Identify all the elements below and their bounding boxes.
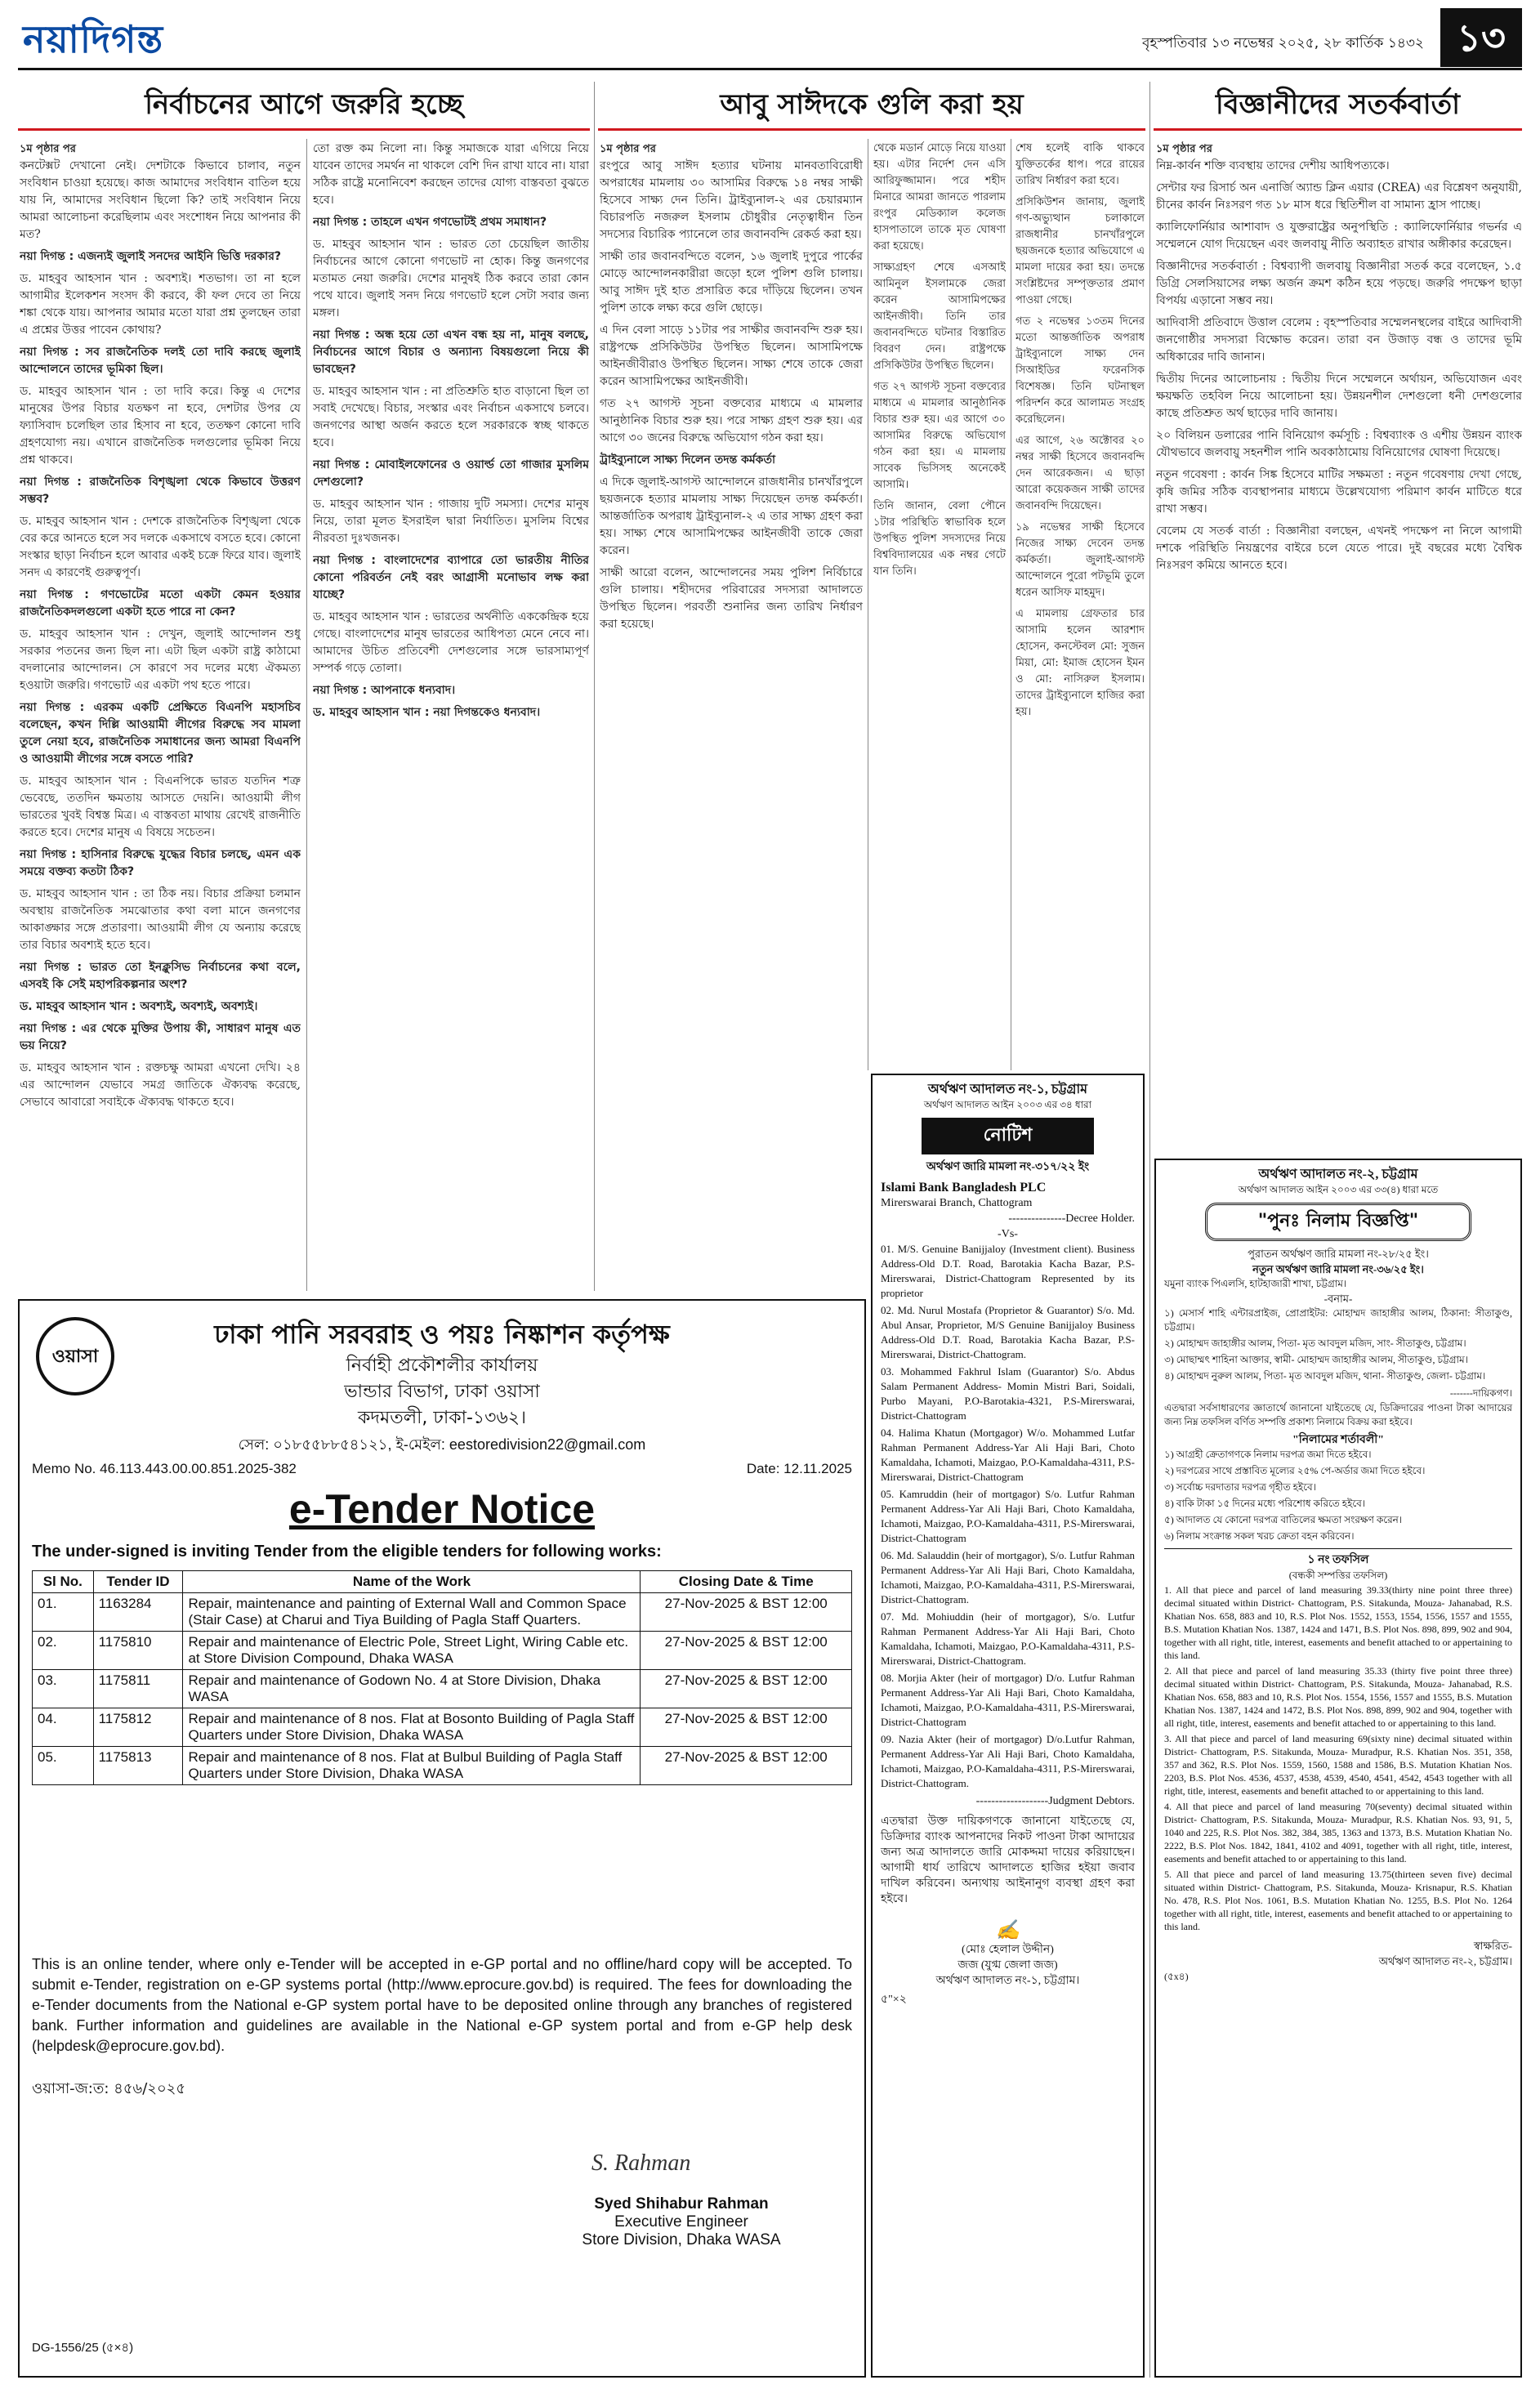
paragraph: তো রক্ত কম নিলো না। কিন্তু সমাজকে যারা এগিয়ে নিয়ে যাবেন তাদের সমর্থন না থাকলে বেশি দিন রাখা যাবে না। যারা সঠিক রাষ্ট্রে মনোনিবেশ করছেন তাদের যোগ্য বাস্তবতা বুঝতে হবে। bbox=[313, 142, 589, 207]
table-cell: 1175811 bbox=[93, 1670, 183, 1708]
paragraph: ড. মাহবুব আহসান খান : নয়া দিগন্তকেও ধন্যবাদ। bbox=[313, 706, 541, 719]
table-row bbox=[33, 1670, 852, 1708]
masthead bbox=[18, 8, 1522, 70]
judgment-debtors: -------------------Judgment Debtors. bbox=[975, 1795, 1135, 1807]
continued-label: ১ম পৃষ্ঠার পর bbox=[1156, 143, 1212, 155]
debtor-label: -বনাম- bbox=[1324, 1293, 1353, 1305]
interview-col1b bbox=[313, 141, 589, 1288]
table-header: Tender ID bbox=[93, 1571, 183, 1593]
signer-title: Executive Engineer bbox=[614, 2213, 748, 2231]
paragraph: নিম্ন-কার্বন শক্তি ব্যবস্থায় তাদের দেশীয় আধিপত্যকে। bbox=[1156, 159, 1390, 172]
table-cell: Repair and maintenance of Electric Pole, Street Light, Wiring Cable etc. at Store Division Compound, Dhaka WASA bbox=[183, 1632, 641, 1670]
article-col2c bbox=[1016, 141, 1145, 1068]
tender-footer-text: This is an online tender, where only e-Tender will be accepted in e-GP portal and no offline/hard copy will be accepted. To submit e-Tender, registration on e-GP systems portal (http://www.eprocure.gov.bd) is required. The fees for downloading the e-Tender documents from the National e-GP system portal have to be deposited online through any branches of registered bank. Further information and guidelines are available in the National e-GP system portal and from e-GP help desk (helpdesk@eprocure.gov.bd). bbox=[32, 1956, 852, 2054]
list-item: 02. Md. Nurul Mostafa (Proprietor & Guarantor) S/o. Md. Abul Ansar, Proprietor, M/S Genuine Banijjaloy Business Address-Old D.T. Road, Barotakia Kacha Bazar, P.S-Mirerswarai, District-Chattogram. bbox=[881, 1304, 1135, 1360]
paragraph: নয়া দিগন্ত : মোবাইলফোনের ও ওয়ার্ল্ড তো গাজার মুসলিম দেশগুলো? bbox=[313, 458, 589, 489]
paragraph: বেলেম যে সতর্ক বার্তা : বিজ্ঞানীরা বলছেন, এখনই পদক্ষেপ না নিলে আগামী দশকে পরিস্থিতি নিয়ন্ত্রণের বাইরে চলে যেতে পারে। দুই বছরের মধ্যে বৈশ্বিক নিঃসরণ কমিয়ে আনতে হবে। bbox=[1156, 525, 1522, 572]
wasa-contact: সেল: ০১৮৫৫৮৮৫৪১২১, ই-মেইল: eestoredivision22@gmail.com bbox=[238, 1436, 646, 1453]
debtor-list bbox=[881, 1242, 1135, 1791]
paragraph: এ মামলায় গ্রেফতার চার আসামি হলেন আরশাদ হোসেন, কনস্টেবল মো: সুজন মিয়া, মো: ইমাজ হোসেন ইমন ও মো: নাসিরুল ইসলাম। তাদের ট্রাইব্যুনালে হাজির করা হয়। bbox=[1016, 608, 1145, 718]
list-item: ১) মেসার্স শাহি এন্টারপ্রাইজ, প্রোপ্রাইটর: মোহাম্মদ জাহাঙ্গীর আলম, ঠিকানা: সীতাকুণ্ড, চট্টগ্রাম। bbox=[1164, 1307, 1512, 1333]
tender-table bbox=[32, 1570, 852, 1785]
paragraph: তিনি জানান, বেলা পৌনে ১টার পরিস্থিতি স্বাভাবিক হলে উপস্থিত পুলিশ সদস্যদের নিয়ে বিশ্ববিদ্যালয়ের এক নম্বর গেটে যান তিনি। bbox=[873, 500, 1006, 578]
paragraph: ড. মাহবুব আহসান খান : দেশকে রাজনৈতিক বিশৃঙ্খলা থেকে বের করে আনতে হলে সব দলকে একসাথে বসতে হবে। কোনো সংস্কার ছাড়া নির্বাচন হলে আবার একই চক্রে ফিরে যাব। জুলাই সনদ এ কারণেই গুরুত্বপূর্ণ। bbox=[20, 515, 301, 579]
officer-title: জজ (যুগ্ম জেলা জজ) bbox=[957, 1959, 1058, 1972]
table-cell: 27-Nov-2025 & BST 12:00 bbox=[641, 1747, 852, 1785]
bank-branch: Mirerswarai Branch, Chattogram bbox=[881, 1197, 1033, 1209]
memo-date: Date: 12.11.2025 bbox=[746, 1461, 852, 1476]
paragraph: ড. মাহবুব আহসান খান : গাজায় দুটি সমস্যা। দেশের মানুষ নিয়ে, তারা মূলত ইসরাইল দ্বারা নির্যাতিত। মুসলিম বিশ্বের নীরবতা দুঃখজনক। bbox=[313, 498, 589, 545]
interview-col1 bbox=[20, 141, 301, 1288]
divider bbox=[594, 82, 595, 1291]
list-item: ৫) আদালত যে কোনো দরপত্র বাতিলের ক্ষমতা সংরক্ষণ করেন। bbox=[1164, 1514, 1403, 1525]
officer-name: (মোঃ হেলাল উদ্দীন) bbox=[962, 1944, 1054, 1956]
table-cell: 05. bbox=[33, 1747, 94, 1785]
paragraph: ড. মাহবুব আহসান খান : তা ঠিক নয়। বিচার প্রক্রিয়া চলমান অবস্থায় রাজনৈতিক সমঝোতার কথা বলা মানে জনগণের আকাঙ্ক্ষার সঙ্গে প্রতারণা। আওয়ামী লীগ যে অন্যায় করেছে তার বিচার অবশ্যই হতে হবে। bbox=[20, 887, 301, 952]
auction-debtor-list bbox=[1164, 1306, 1512, 1383]
paragraph: ড. মাহবুব আহসান খান : বিএনপিকে ভারত যতদিন শত্রু ভেবেছে, ততদিন ক্ষমতায় আসতে দেয়নি। আওয়ামী লীগ ভারতের খুবই বিশ্বস্ত মিত্র। এ বাস্তবতা মাথায় রেখেই রাজনীতি করতে হবে। দেশের মানুষ এ বিষয়ে সচেতন। bbox=[20, 775, 301, 839]
paragraph: শেষ হলেই বাকি থাকবে যুক্তিতর্কের ধাপ। পরে রায়ের তারিখ নির্ধারণ করা হবে। bbox=[1016, 142, 1145, 187]
list-item: ১) আগ্রহী ক্রেতাগণকে নিলাম দরপত্র জমা দিতে হইবে। bbox=[1164, 1449, 1372, 1460]
table-cell: Repair and maintenance of 8 nos. Flat at Bulbul Building of Pagla Staff Quarters under Store Division, Dhaka WASA bbox=[183, 1747, 641, 1785]
headline-col3: বিজ্ঞানীদের সতর্কবার্তা bbox=[1154, 83, 1522, 131]
auction-sign-label: স্বাক্ষরিত- bbox=[1473, 1940, 1512, 1952]
table-cell: 27-Nov-2025 & BST 12:00 bbox=[641, 1632, 852, 1670]
paragraph: ড. মাহবুব আহসান খান : রক্তচক্ষু আমরা এখনো দেখি। ২৪ এর আন্দোলন যেভাবে সমগ্র জাতিকে ঐক্যবদ্ধ করেছে, সেভাবে আবারো সবাইকে ঐক্যবদ্ধ থাকতে হবে। bbox=[20, 1061, 301, 1109]
notice-body: এতদ্বারা উক্ত দায়িকগণকে জানানো যাইতেছে যে, ডিক্রিদার ব্যাংক আপনাদের নিকট পাওনা টাকা আদায়ের জন্য অত্র আদালতে জারি মোকদ্দমা দায়ের করিয়াছেন। আগামী ধার্য তারিখে আদালতে হাজির হইয়া জবাব দাখিল করিবেন। অন্যথায় আইনানুগ ব্যবস্থা গ্রহণ করা হইবে। bbox=[881, 1815, 1135, 1905]
table-cell: Repair and maintenance of Godown No. 4 at Store Division, Dhaka WASA bbox=[183, 1670, 641, 1708]
decree-holder-bank: যমুনা ব্যাংক পিএলসি, হাটহাজারী শাখা, চট্টগ্রাম। bbox=[1164, 1278, 1347, 1289]
list-item: 07. Md. Mohiuddin (heir of mortgagor), S/o. Lutfur Rahman Permanent Address-Yar Ali Haji Bari, Choto Kamaldaha, Ichamoti, Maizgao, P.O-Kamaldaha-4311, P.S-Mirerswarai, District-Chattogram. bbox=[881, 1610, 1135, 1667]
paragraph: ড. মাহবুব আহসান খান : অবশ্যই, অবশ্যই, অবশ্যই। bbox=[20, 1000, 258, 1013]
paragraph: ড. মাহবুব আহসান খান : তা দাবি করে। কিন্তু এ দেশের মানুষের উপর বিচার যতক্ষণ না হবে, দেশটার উপর যে ফ্যাসিবাদ চলেছিল তার হিসাব না হবে, ততক্ষণ কোনো দাবি গ্রহণযোগ্য নয়। এখানে রাজনৈতিক দলগুলোর ভূমিকা নিয়ে প্রশ্ন থাকবে। bbox=[20, 385, 301, 467]
auction-act: অর্থঋণ আদালত আইন ২০০৩ এর ৩৩(৪) ধারা মতে bbox=[1238, 1184, 1439, 1195]
signer-name: Syed Shihabur Rahman bbox=[594, 2195, 769, 2213]
paragraph: ড. মাহবুব আহসান খান : না প্রতিশ্রুতি হাত বাড়ানো ছিল তা সবাই দেখেছে। বিচার, সংস্কার এবং নির্বাচন একসাথে চলবে। জনগণের আস্থা অর্জন করতে হলে সরকারকে স্বচ্ছ থাকতে হবে। bbox=[313, 385, 589, 449]
table-row bbox=[33, 1708, 852, 1747]
wasa-org: ঢাকা পানি সরবরাহ ও পয়ঃ নিষ্কাশন কর্তৃপক্ষ bbox=[214, 1319, 670, 1350]
table-row bbox=[33, 1747, 852, 1785]
paragraph: সাক্ষ্যগ্রহণ শেষে এসআই আমিনুল ইসলামকে জেরা করেন আসামিপক্ষের আইনজীবী। তিনি তার জবানবন্দিতে ঘটনার বিস্তারিত বিবরণ দেন। রাষ্ট্রপক্ষে প্রসিকিউটর উপস্থিত ছিলেন। bbox=[873, 261, 1006, 372]
auction-court: অর্থঋণ আদালত নং-২, চট্টগ্রাম bbox=[1258, 1168, 1418, 1181]
paragraph: থেকে মডার্ন মোড়ে নিয়ে যাওয়া হয়। এটার নির্দেশ দেন এসি আরিফুজ্জামান। পরে শহীদ মিনারে আমরা জানতে পারলাম রংপুর মেডিক্যাল কলেজ হাসপাতালে তাকে মৃত ঘোষণা করা হয়েছে। bbox=[873, 142, 1006, 252]
table-cell: 1163284 bbox=[93, 1593, 183, 1632]
list-item: ৪) বাকি টাকা ১৫ দিনের মধ্যে পরিশোধ করিতে হইবে। bbox=[1164, 1498, 1366, 1509]
paragraph: ক্যালিফোর্নিয়ার আশাবাদ ও যুক্তরাষ্ট্রের অনুপস্থিতি : ক্যালিফোর্নিয়ার গভর্নর এ সম্মেলনে যোগ দিয়েছেন এবং জলবায়ু নীতি অব্যাহত রাখার অঙ্গীকার করেছেন। bbox=[1156, 221, 1522, 251]
paragraph: নয়া দিগন্ত : বাংলাদেশের ব্যাপারে তো ভারতীয় নীতির কোনো পরিবর্তন নেই বরং আগ্রাসী মনোভাব লক্ষ করা যাচ্ছে? bbox=[313, 554, 589, 601]
list-item: 08. Morjia Akter (heir of mortgagor) D/o. Lutfur Rahman Permanent Address-Yar Ali Haji Bari, Choto Kamaldaha, Ichamoti, Maizgao, P.O-Kamaldaha-4311, P.S-Mirerswarai, District-Chattogram bbox=[881, 1672, 1135, 1728]
page-number: ১৩ bbox=[1440, 8, 1522, 67]
paragraph: ১৯ নভেম্বর সাক্ষী হিসেবে নিজের সাক্ষ্য দেবেন তদন্ত কর্মকর্তা। জুলাই-আগস্ট আন্দোলনে পুরো পটভূমি তুলে ধরেন আসিফ মাহমুদ। bbox=[1016, 521, 1145, 599]
court-name: অর্থঋণ আদালত নং-১, চট্টগ্রাম bbox=[927, 1083, 1088, 1096]
list-item: ২) দরপত্রের সাথে প্রস্তাবিত মূল্যের ২৫% পে-অর্ডার জমা দিতে হইবে। bbox=[1164, 1465, 1426, 1476]
paragraph: নয়া দিগন্ত : এরকম একটি প্রেক্ষিতে বিএনপি মহাসচিব বলেছেন, কখন দিল্লি আওয়ামী লীগের বিরুদ্ধে সব মামলা তুলে নেয়া হবে, রাজনৈতিক সমাধানের জন্য আমরা বিএনপি ও আওয়ামী লীগের সঙ্গে বসতে পারি? bbox=[20, 701, 301, 766]
auction-title: "পুনঃ নিলাম বিজ্ঞপ্তি" bbox=[1205, 1203, 1471, 1241]
paragraph: আদিবাসী প্রতিবাদে উত্তাল বেলেম : বৃহস্পতিবার সম্মেলনস্থলের বাইরে আদিবাসী জনগোষ্ঠীর সদস্যরা বিক্ষোভ করেন। তারা বন উজাড় বন্ধ ও তাদের ভূমি অধিকারের দাবি জানান। bbox=[1156, 316, 1522, 364]
list-item: 03. Mohammed Fakhrul Islam (Guarantor) S/o. Abdus Salam Permanent Address- Momin Mistri Bari, Soidali, Purbo Mayani, P.O-Barotakia-4321, P.S-Mirerswarai, District-Chattogram bbox=[881, 1365, 1135, 1422]
table-cell: 1175810 bbox=[93, 1632, 183, 1670]
signer-block bbox=[526, 2195, 837, 2249]
continued-label: ১ম পৃষ্ঠার পর bbox=[20, 143, 76, 155]
auction-ad-size: (৫x৪) bbox=[1164, 1971, 1189, 1982]
terms-title: "নিলামের শর্তাবলী" bbox=[1292, 1434, 1385, 1446]
wasa-ref: ওয়াসা-জ:ত: ৪৫৬/২০২৫ bbox=[32, 2080, 186, 2097]
case-number: অর্থঋণ জারি মামলা নং-৩১৭/২২ ইং bbox=[926, 1161, 1090, 1173]
divider bbox=[1149, 82, 1150, 2378]
bank-name: Islami Bank Bangladesh PLC bbox=[881, 1181, 1047, 1195]
paragraph: নয়া দিগন্ত : এজন্যই জুলাই সনদের আইনি ভিত্তি দরকার? bbox=[20, 250, 282, 263]
table-cell: Repair, maintenance and painting of External Wall and Common Space (Stair Case) at Charui and Tiya Building of Pagla Staff Quarters. bbox=[183, 1593, 641, 1632]
table-cell: 02. bbox=[33, 1632, 94, 1670]
wasa-address: কদমতলী, ঢাকা-১৩৬২। bbox=[358, 1408, 526, 1428]
tender-intro: The under-signed is inviting Tender from the eligible tenders for following works: bbox=[32, 1543, 662, 1561]
table-row bbox=[33, 1593, 852, 1632]
new-case: নতুন অর্থঋণ জারি মামলা নং-৩৬/২৫ ইং। bbox=[1252, 1263, 1424, 1275]
paragraph: এর আগে, ২৬ অক্টোবর ২০ নম্বর সাক্ষী হিসেবে জবানবন্দি দেন আরেকজন। এ ছাড়া আরো কয়েকজন সাক্ষী তাদের জবানবন্দি দিয়েছেন। bbox=[1016, 435, 1145, 512]
wasa-logo: ওয়াসা bbox=[36, 1317, 114, 1395]
memo-line bbox=[32, 1461, 852, 1477]
paragraph: গত ২ নভেম্বর ১৩তম দিনের মতো আন্তর্জাতিক অপরাধ ট্রাইব্যুনালে সাক্ষ্য দেন সিআইডির ফরেনসিক বিশেষজ্ঞ। তিনি ঘটনাস্থল পরিদর্শন করে আলামত সংগ্রহ করেছিলেন। bbox=[1016, 315, 1145, 426]
paragraph: ড. মাহবুব আহসান খান : ভারতের অর্থনীতি এককেন্দ্রিক হয়ে গেছে। বাংলাদেশের মানুষ ভারতের আধিপত্য মেনে নেবে না। আমাদের উচিত প্রতিবেশী দেশগুলোর সঙ্গে ভারসাম্যপূর্ণ সম্পর্ক গড়ে তোলা। bbox=[313, 610, 589, 675]
paragraph: বিজ্ঞানীদের সতর্কবার্তা : বিশ্বব্যাপী জলবায়ু বিজ্ঞানীরা সতর্ক করে বলেছেন, ১.৫ ডিগ্রি সেলসিয়াসের লক্ষ্য অর্জন ক্রমশ কঠিন হয়ে পড়ছে। জরুরি পদক্ষেপ ছাড়া বিপর্যয় এড়ানো সম্ভব নয়। bbox=[1156, 260, 1522, 307]
wasa-office: নির্বাহী প্রকৌশলীর কার্যালয় bbox=[346, 1355, 538, 1376]
wasa-tender-ad bbox=[18, 1299, 866, 2378]
table-cell: 04. bbox=[33, 1708, 94, 1747]
auction-intro: এতদ্বারা সর্বসাধারণের জ্ঞাতার্থে জানানো যাইতেছে যে, ডিক্রিদারের পাওনা টাকা আদায়ের জন্য নিম্ন তফসিল বর্ণিত সম্পত্তি প্রকাশ্য নিলামে বিক্রয় করা হইবে। bbox=[1164, 1402, 1512, 1427]
ad-size: ৫"×২ bbox=[881, 1994, 907, 2006]
paragraph: ড. মাহবুব আহসান খান : ভারত তো চেয়েছিল জাতীয় নির্বাচনের আগে কোনো গণভোট না হোক। কিন্তু জনগণের মতামত নেয়া জরুরি। দেশের মানুষই ঠিক করবে তারা কোন পথে যাবে। জুলাই সনদ নিয়ে গণভোট হলে সেটা সবার জন্য মঙ্গল। bbox=[313, 238, 589, 319]
table-cell: 01. bbox=[33, 1593, 94, 1632]
table-cell: 03. bbox=[33, 1670, 94, 1708]
tender-table-wrap bbox=[32, 1570, 852, 1785]
list-item: ২) মোহাম্মদ জাহাঙ্গীর আলম, পিতা- মৃত আবদুল মজিদ, সাং- সীতাকুণ্ড, চট্টগ্রাম। bbox=[1164, 1337, 1466, 1349]
divider bbox=[306, 139, 307, 1291]
list-item: 05. Kamruddin (heir of mortgagor) S/o. Lutfur Rahman Permanent Address-Yar Ali Haji Bari, Choto Kamaldaha, Ichamoti, Maizgao, P.O-Kamaldaha-4311, P.S-Mirerswarai, District-Chattogram bbox=[881, 1488, 1135, 1544]
court-act: অর্থঋণ আদালত আইন ২০০৩ এর ৩৪ ধারা bbox=[923, 1099, 1092, 1110]
paragraph: নয়া দিগন্ত : সব রাজনৈতিক দলই তো দাবি করছে জুলাই আন্দোলনে তাদের ভূমিকা ছিল। bbox=[20, 346, 301, 376]
schedule-title: ১ নং তফসিল bbox=[1164, 1548, 1512, 1568]
page-date: বৃহস্পতিবার ১৩ নভেম্বর ২০২৫, ২৮ কার্তিক ১৪৩২ bbox=[1142, 35, 1424, 51]
paragraph: ড. মাহবুব আহসান খান : অবশ্যই। শতভাগ। তা না হলে আগামীর ইলেকশন সংসদ কী করবে, কী ফল দেবে তা নিয়ে শঙ্কা থেকে যায়। আপনার আমার মতো যারা প্রশ্ন তুলছেন তারা এ প্রশ্নের উত্তর পাবেন কোথায়? bbox=[20, 272, 301, 337]
paragraph: দ্বিতীয় দিনের আলোচনায় : দ্বিতীয় দিনে সম্মেলনে অর্থায়ন, অভিযোজন এবং ক্ষয়ক্ষতি তহবিল নিয়ে আলোচনা হয়। উন্নয়নশীল দেশগুলো ধনী দেশগুলোর কাছে প্রতিশ্রুত অর্থ ছাড়ের দাবি জানায়। bbox=[1156, 373, 1522, 420]
versus: -Vs- bbox=[998, 1228, 1018, 1240]
paragraph: নয়া দিগন্ত : অন্ধ হয়ে তো এখন বন্ধ হয় না, মানুষ বলছে, নির্বাচনের আগে বিচার ও অন্যান্য বিষয়গুলো নিয়ে কী ভাবছেন? bbox=[313, 328, 589, 376]
paragraph: ড. মাহবুব আহসান খান : দেখুন, জুলাই আন্দোলন শুধু সরকার পতনের জন্য ছিল না। এটা ছিল একটা রাষ্ট্র কাঠামো বদলানোর আন্দোলন। সে কারণে সব দলের মধ্যে ঐকমত্য হওয়াটা জরুরি। গণভোট এর একটা পথ হতে পারে। bbox=[20, 627, 301, 692]
notice-label: নোটিশ bbox=[922, 1118, 1094, 1154]
terms-list bbox=[1164, 1448, 1512, 1543]
paragraph: নয়া দিগন্ত : ভারত তো ইনক্লুসিভ নির্বাচনের কথা বলে, এসবই কি সেই মহাপরিকল্পনার অংশ? bbox=[20, 961, 301, 991]
headline-col1: নির্বাচনের আগে জরুরি হচ্ছে bbox=[18, 83, 590, 131]
tender-title: e-Tender Notice bbox=[288, 1486, 596, 1532]
list-item: 5. All that piece and parcel of land measuring 13.75(thirteen seven five) decimal situated within District- Chattogram, P.S. Sitakunda, Mouza- Krisnapur, R.S. Khatian No. 478, R.S. Plot Nos. 1061, B.S. Mutation Khatian No. 1255, B.S. Plot No. 1264 together with all right, title, interest, easements and benefit attached to or appertaining to this land. bbox=[1164, 1869, 1512, 1932]
paragraph: গত ২৭ আগস্ট সূচনা বক্তব্যের মাধ্যমে এ মামলার আনুষ্ঠানিক বিচার শুরু হয়। পরে সাক্ষ্য গ্রহণ শুরু হয়। এর আগে ৩০ জনের বিরুদ্ধে অভিযোগ গঠন করা হয়। bbox=[600, 397, 863, 444]
continued-label: ১ম পৃষ্ঠার পর bbox=[600, 143, 656, 155]
signature-icon: ✍ bbox=[995, 1920, 1020, 1941]
paragraph: এ দিকে জুলাই-আগস্ট আন্দোলনে রাজধানীর চানখাঁরপুলে ছয়জনকে হত্যার মামলায় সাক্ষ্য দিয়েছেন তদন্ত কর্মকর্তা। আন্তর্জাতিক অপরাধ ট্রাইব্যুনাল-২ এ তার সাক্ষ্য গ্রহণ করা হয়। সাক্ষ্য শেষে আসামিপক্ষের আইনজীবী তাকে জেরা করেন। bbox=[600, 476, 863, 557]
paragraph: ২০ বিলিয়ন ডলারের পানি বিনিয়োগ কর্মসূচি : বিশ্বব্যাংক ও এশীয় উন্নয়ন ব্যাংক যৌথভাবে জলবায়ু সহনশীল পানি অবকাঠামোয় বিনিয়োগের ঘোষণা দিয়েছে। bbox=[1156, 429, 1522, 459]
court-notice-ad bbox=[871, 1074, 1145, 2378]
list-item: 3. All that piece and parcel of land measuring 69(sixty nine) decimal situated within District- Chattogram, P.S. Sitakunda, Mouza- Muradpur, R.S. Khatian Nos. 351, 358, 357 and 362, R.S. Plot Nos. 1559, 1560, 1588 and 1586, B.S. Mutation Khatian Nos. 2203, B.S. Plot Nos. 4536, 4537, 4538, 4539, 4540, 4541, 4542, 4543 together with all right, title, interest, easements and benefit attached to or appertaining to this land. bbox=[1164, 1733, 1512, 1797]
paragraph: সেন্টার ফর রিসার্চ অন এনার্জি অ্যান্ড ক্লিন এয়ার (CREA) এর বিশ্লেষণ অনুযায়ী, চীনের কার্বন নিঃসরণ গত ১৮ মাস ধরে স্থিতিশীল বা সামান্য হ্রাস পাচ্ছে। bbox=[1156, 181, 1522, 212]
paragraph: সাক্ষী আরো বলেন, আন্দোলনের সময় পুলিশ নির্বিচারে গুলি চালায়। শহীদদের পরিবারের সদস্যরা আদালতে উপস্থিত ছিলেন। পরবর্তী শুনানির জন্য তারিখ নির্ধারণ করা হয়েছে। bbox=[600, 566, 863, 631]
article-col2 bbox=[600, 141, 863, 1068]
auction-notice-ad bbox=[1154, 1159, 1522, 2378]
debtor-end: -------দায়িকগণ। bbox=[1449, 1387, 1512, 1399]
list-item: 09. Nazia Akter (heir of mortgagor) D/o.Lutfur Rahman, Permanent Address-Yar Ali Haji Bari, Choto Kamaldaha, Ichamoti, Maizgao, P.O-Kamaldaha-4311, P.S-Mirerswarai, District-Chattogram. bbox=[881, 1733, 1135, 1789]
signature: S. Rahman bbox=[591, 2150, 691, 2176]
table-cell: Repair and maintenance of 8 nos. Flat at Bosonto Building of Pagla Staff Quarters under Store Division, Dhaka WASA bbox=[183, 1708, 641, 1747]
dg-ref: DG-1556/25 (৫×৪) bbox=[32, 2341, 134, 2355]
memo-number: Memo No. 46.113.443.00.00.851.2025-382 bbox=[32, 1461, 297, 1476]
table-row bbox=[33, 1632, 852, 1670]
table-cell: 1175812 bbox=[93, 1708, 183, 1747]
list-item: 4. All that piece and parcel of land measuring 70(seventy) decimal situated within District- Chattogram, P.S. Sitakunda, Mouza- Muradpur, R.S. Khatian Nos. 93, 91, 5, 1040 and 225, R.S. Plot Nos. 382, 384, 385, 1363 and 1373, B.S. Mutation Khatian No. 2222, B.S. Plot Nos. 1842, 1841, 4102 and 4091, together with all right, title, interest, easements and benefit attached to or appertaining to this land. bbox=[1164, 1801, 1512, 1864]
paragraph: নয়া দিগন্ত : এর থেকে মুক্তির উপায় কী, সাধারণ মানুষ এত ভয় নিয়ে? bbox=[20, 1022, 301, 1052]
paragraph: সাক্ষী তার জবানবন্দিতে বলেন, ১৬ জুলাই দুপুরে পার্কের মোড়ে আন্দোলনকারীরা জড়ো হলে পুলিশ গুলি চালায়। আবু সাঈদ দুই হাত প্রসারিত করে দাঁড়িয়ে ছিলেন। তখন পুলিশ তাকে লক্ষ্য করে গুলি ছোড়ে। bbox=[600, 250, 863, 315]
auction-sign-officer: অর্থঋণ আদালত নং-২, চট্টগ্রাম। bbox=[1378, 1955, 1512, 1967]
list-item: ৩) মোছাম্মৎ শাহিনা আক্তার, স্বামী- মোহাম্মদ জাহাঙ্গীর আলম, সীতাকুণ্ড, চট্টগ্রাম। bbox=[1164, 1354, 1468, 1365]
paragraph: নতুন গবেষণা : কার্বন সিঙ্ক হিসেবে মাটির সক্ষমতা : নতুন গবেষণায় দেখা গেছে, কৃষি জমির সঠিক ব্যবস্থাপনার মাধ্যমে উল্লেখযোগ্য পরিমাণ কার্বন মাটিতে ধরে রাখা সম্ভব। bbox=[1156, 468, 1522, 516]
list-item: ৩) সর্বোচ্চ দরদাতার দরপত্র গৃহীত হইবে। bbox=[1164, 1481, 1316, 1493]
list-item: 06. Md. Salauddin (heir of mortgagor), S/o. Lutfur Rahman Permanent Address-Yar Ali Haji Bari, Choto Kamaldaha, Ichamoti, Maizgao, P.O-Kamaldaha-4311, P.S-Mirerswarai, District-Chattogram. bbox=[881, 1549, 1135, 1605]
paragraph: নয়া দিগন্ত : গণভোটের মতো একটা কেমন হওয়ার রাজনৈতিকদলগুলো একটা হতে পারে না কেন? bbox=[20, 588, 301, 618]
paragraph: নয়া দিগন্ত : আপনাকে ধন্যবাদ। bbox=[313, 684, 456, 697]
paragraph: কনটেক্সট দেখানো নেই। দেশটাকে কিভাবে চালাব, নতুন সংবিধান চাওয়া হয়েছে। কাজ আমাদের সংবিধান বাতিল হয়ে যায় নি, আমাদের সংবিধান ছিলো কি? তাই সংবিধান নিয়ে আমরা আলোচনা করেছিলাম এবং সংশোধন নিয়ে আপনার কী মত? bbox=[20, 159, 301, 241]
paragraph: এ দিন বেলা সাড়ে ১১টার পর সাক্ষীর জবানবন্দি শুরু হয়। রাষ্ট্রপক্ষে প্রসিকিউটর উপস্থিত ছিলেন। আসামিপক্ষে আইনজীবীরাও উপস্থিত ছিলেন। সাক্ষ্য শেষে তাকে জেরা করেন আসামিপক্ষের আইনজীবী। bbox=[600, 324, 863, 388]
list-item: ৬) নিলাম সংক্রান্ত সকল খরচ ক্রেতা বহন করিবেন। bbox=[1164, 1530, 1355, 1542]
paragraph: নয়া দিগন্ত : তাহলে এখন গণভোটই প্রথম সমাধান? bbox=[313, 216, 547, 229]
officer-court: অর্থঋণ আদালত নং-১, চট্টগ্রাম। bbox=[935, 1975, 1080, 1987]
table-cell: 27-Nov-2025 & BST 12:00 bbox=[641, 1708, 852, 1747]
list-item: 2. All that piece and parcel of land measuring 35.33 (thirty five point three three) decimal situated within District- Chattogram, P.S. Sitakunda, Mouza- Jahanabad, R.S. Khatian Nos. 658, 883 and 10, R.S. Plot Nos. 1554, 1556, 1557 and 1555, B.S. Mutation Khatian Nos. 1387, 1424 and 1472, B.S. Plot Nos. 898, 899, 902 and 904, together with all right, title, interest, easements and benefit attached to or appertaining to this land. bbox=[1164, 1665, 1513, 1729]
paragraph: ট্রাইব্যুনালে সাক্ষ্য দিলেন তদন্ত কর্মকর্তা bbox=[600, 453, 776, 467]
decree-holder: ---------------Decree Holder. bbox=[1008, 1212, 1135, 1225]
list-item: 04. Halima Khatun (Mortgagor) W/o. Mohammed Lutfar Rahman Permanent Address-Yar Ali Haji Bari, Choto Kamaldaha, Ichamoti, Maizgao, P.O-Kamaldaha-4311, P.S-Mirerswarai, District-Chattogram bbox=[881, 1427, 1135, 1483]
newspaper-logo: নয়াদিগন্ত bbox=[23, 17, 164, 61]
table-header: Closing Date & Time bbox=[641, 1571, 852, 1593]
signer-office: Store Division, Dhaka WASA bbox=[582, 2231, 781, 2248]
paragraph: গত ২৭ আগস্ট সূচনা বক্তব্যের মাধ্যমে এ মামলার আনুষ্ঠানিক বিচার শুরু হয়। এর আগে ৩০ আসামির বিরুদ্ধে অভিযোগ গঠন করা হয়। এ মামলায় সাবেক ভিসিসহ অনেকেই আসামি। bbox=[873, 381, 1006, 491]
wasa-division: ভান্ডার বিভাগ, ঢাকা ওয়াসা bbox=[344, 1382, 540, 1402]
table-header: Name of the Work bbox=[183, 1571, 641, 1593]
schedule-subtitle: (বন্ধকী সম্পত্তির তফসিল) bbox=[1288, 1570, 1388, 1581]
table-header: Sl No. bbox=[33, 1571, 94, 1593]
headline-col2: আবু সাঈদকে গুলি করা হয় bbox=[598, 83, 1145, 131]
list-item: 1. All that piece and parcel of land measuring 39.33(thirty nine point three three) decimal situated within District- Chattogram, P.S. Sitakunda, Mouza- Jahanabad, R.S. Khatian Nos. 658, 883 and 10, R.S. Plot Nos. 1552, 1553, 1554, 1556, 1557 and 1555, B.S. Mutation Khatian Nos. 1387, 1424 and 1471, B.S. Plot Nos. 898, 899, 902 and 904, together with all right, title, interest, easements and benefit attached to or appertaining to this land. bbox=[1164, 1584, 1513, 1661]
table-cell: 1175813 bbox=[93, 1747, 183, 1785]
list-item: ৪) মোহাম্মদ নুরুল আলম, পিতা- মৃত আবদুল মজিদ, থানা- সীতাকুণ্ড, জেলা- চট্টগ্রাম। bbox=[1164, 1370, 1486, 1382]
list-item: 01. M/S. Genuine Banijjaloy (Investment client). Business Address-Old D.T. Road, Barotakia Kacha Bazar, P.S-Mirerswarai, District-Chattogram Represented by its proprietor bbox=[881, 1243, 1135, 1299]
paragraph: রংপুরে আবু সাঈদ হত্যার ঘটনায় মানবতাবিরোধী অপরাধের মামলায় ৩০ আসামির বিরুদ্ধে ১৪ নম্বর সাক্ষী হিসেবে সাক্ষ্য দেন তিনি। ট্রাইব্যুনাল-২ এর চেয়ারম্যান বিচারপতি নজরুল ইসলাম চৌধুরীর নেতৃত্বাধীন তিন সদস্যের বিচারিক প্যানেলে তার জবানবন্দি রেকর্ড করা হয়। bbox=[600, 159, 863, 241]
table-cell: 27-Nov-2025 & BST 12:00 bbox=[641, 1593, 852, 1632]
paragraph: নয়া দিগন্ত : হাসিনার বিরুদ্ধে যুদ্ধের বিচার চলছে, এমন এক সময়ে বক্তব্য কতটা ঠিক? bbox=[20, 848, 301, 878]
paragraph: নয়া দিগন্ত : রাজনৈতিক বিশৃঙ্খলা থেকে কিভাবে উত্তরণ সম্ভব? bbox=[20, 476, 301, 506]
old-case: পুরাতন অর্থঋণ জারি মামলা নং-২৮/২৫ ইং। bbox=[1248, 1248, 1429, 1260]
article-col3 bbox=[1156, 141, 1522, 1150]
table-cell: 27-Nov-2025 & BST 12:00 bbox=[641, 1670, 852, 1708]
article-col2b bbox=[873, 141, 1006, 1068]
paragraph: প্রসিকিউশন জানায়, জুলাই গণ-অভ্যুত্থান চলাকালে রাজধানীর চানখাঁরপুলে ছয়জনকে হত্যার অভিযোগে এ মামলা দায়ের করা হয়। তদন্তে সংশ্লিষ্টদের সম্পৃক্ততার প্রমাণ পাওয়া গেছে। bbox=[1016, 196, 1145, 306]
schedule-list bbox=[1164, 1583, 1512, 1933]
